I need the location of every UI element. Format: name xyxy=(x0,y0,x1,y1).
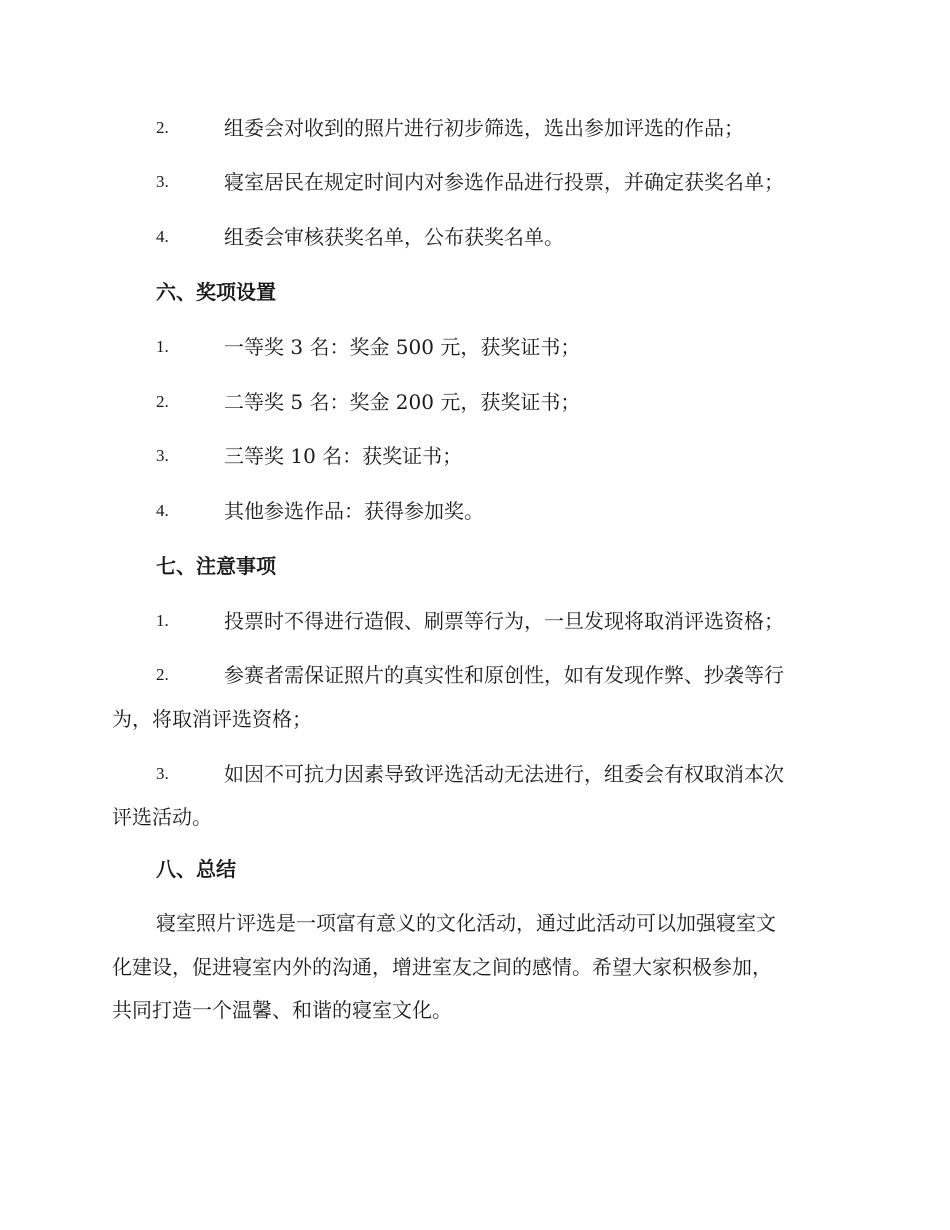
list-number: 2. xyxy=(156,665,169,684)
list-number: 2. xyxy=(156,118,169,137)
paragraph-text: 化建设，促进寝室内外的沟通，增进室友之间的感情。希望大家积极参加， xyxy=(112,955,772,979)
section-heading xyxy=(0,275,950,309)
list-item xyxy=(0,604,950,638)
list-number: 4. xyxy=(156,501,169,520)
heading-text: 六、奖项设置 xyxy=(156,280,276,304)
list-item xyxy=(0,658,950,692)
list-text: 三等奖 10 名：获奖证书； xyxy=(224,444,463,468)
paragraph-text: 寝室照片评选是一项富有意义的文化活动，通过此活动可以加强寝室文 xyxy=(156,911,776,935)
list-item xyxy=(0,220,950,254)
section-heading xyxy=(0,549,950,583)
paragraph-text: 共同打造一个温馨、和谐的寝室文化。 xyxy=(112,998,452,1022)
section-heading xyxy=(0,852,950,886)
list-item-continuation xyxy=(0,702,950,736)
heading-text: 八、总结 xyxy=(156,857,236,881)
list-number: 3. xyxy=(156,172,169,191)
list-item xyxy=(0,385,950,419)
list-text: 二等奖 5 名：奖金 200 元，获奖证书； xyxy=(224,390,581,414)
list-item xyxy=(0,439,950,473)
list-item xyxy=(0,165,950,199)
list-text: 一等奖 3 名：奖金 500 元，获奖证书； xyxy=(224,335,581,359)
list-number: 1. xyxy=(156,611,169,630)
list-text-continuation: 评选活动。 xyxy=(112,805,212,829)
list-number: 3. xyxy=(156,446,169,465)
list-number: 1. xyxy=(156,337,169,356)
list-text: 寝室居民在规定时间内对参选作品进行投票，并确定获奖名单； xyxy=(224,170,784,194)
list-number: 2. xyxy=(156,392,169,411)
list-text: 组委会审核获奖名单，公布获奖名单。 xyxy=(224,225,564,249)
list-text: 组委会对收到的照片进行初步筛选，选出参加评选的作品； xyxy=(224,116,744,140)
paragraph-line xyxy=(0,906,950,940)
list-number: 3. xyxy=(156,764,169,783)
list-item xyxy=(0,111,950,145)
heading-text: 七、注意事项 xyxy=(156,554,276,578)
paragraph-line xyxy=(0,950,950,984)
list-item xyxy=(0,494,950,528)
list-item xyxy=(0,757,950,791)
list-number: 4. xyxy=(156,227,169,246)
list-text: 投票时不得进行造假、刷票等行为，一旦发现将取消评选资格； xyxy=(224,609,784,633)
list-text: 如因不可抗力因素导致评选活动无法进行，组委会有权取消本次 xyxy=(224,762,784,786)
list-item-continuation xyxy=(0,800,950,834)
list-text-continuation: 为，将取消评选资格； xyxy=(112,707,312,731)
list-item xyxy=(0,330,950,364)
paragraph-line xyxy=(0,993,950,1027)
list-text: 参赛者需保证照片的真实性和原创性，如有发现作弊、抄袭等行 xyxy=(224,663,784,687)
list-text: 其他参选作品：获得参加奖。 xyxy=(224,499,484,523)
